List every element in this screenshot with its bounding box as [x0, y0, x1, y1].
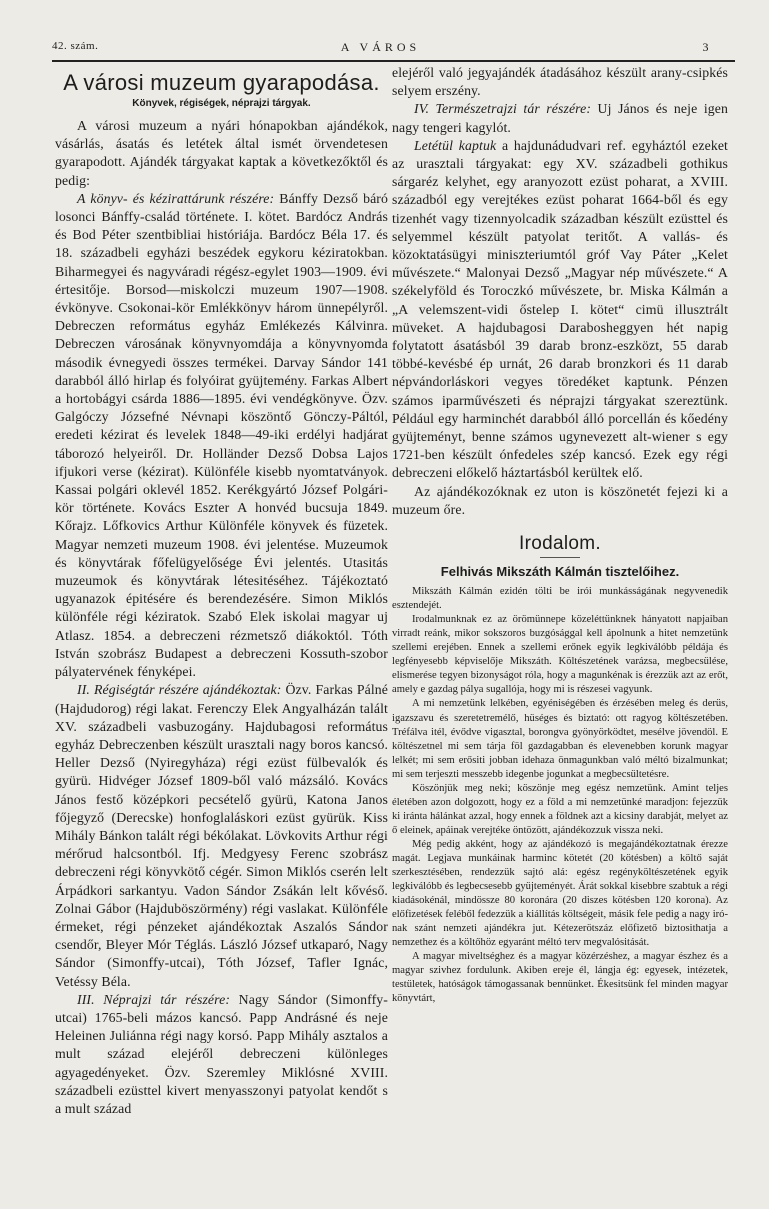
small-paragraph: Irodalmunknak ez az örömünnepe közeléttünknek hányatott napjaiban virradt reánk, mikor sokszoros buzgósággal kell ápolnunk a hitet nemzetünk szellemi erejében. Ennek a szellemi erőnek egyik legkiválóbb példája és legfényesebb képviselője Mikszáth. Költészetének varázsa, megbecsülése, elismerése tegyen bizonyságot róla, hogy a magunkénak is érezzük azt az erőt, amely e gazdag pálya sugallója, hogy mi is részesei vagyunk.: [392, 614, 728, 696]
page-number: 3: [702, 40, 709, 54]
small-paragraph: A magyar miveltséghez és a magyar közérzéshez, a magyar észhez és a magyar szivhez fordulunk. Akiben ereje él, lángja ég: egyesek, intézetek, testületek, hatóságok támogassanak bennünket. Ékesitsünk fel minden magyar könyvtárt,: [392, 951, 728, 1005]
paragraph: [55, 190, 388, 681]
section-title: Irodalom.: [519, 533, 601, 555]
paragraph: [392, 100, 728, 136]
page-header: [52, 40, 709, 58]
right-column: [392, 64, 728, 1006]
paragraph: [55, 991, 388, 1118]
left-column: [55, 64, 388, 1118]
article-heading: Felhivás Mikszáth Kálmán tisztelőihez.: [440, 564, 680, 580]
paragraph: [55, 681, 388, 990]
section-label: II. Régiségtár részére ajándékoztak:: [77, 682, 282, 698]
paragraph: elejéről való jegyajándék átadásához készült arany-csipkés selyem erszény.: [392, 65, 728, 99]
paragraph-text: Nagy Sándor (Simonffy-utcai) 1765-beli mázos kancsó. Papp Andrásné és neje Heleinen Juliánna régi nagy korsó. Papp Mihály asztalos a mult század elejéről debreczeni különleges agyagedényeket. Özv. Szeremley Miklósné XVIII. századbeli ezüsttel kivert menyasszonyi patyolat kendőt s a mult század: [55, 991, 388, 1116]
issue-number: 42. szám.: [52, 40, 99, 52]
section-label: A könyv- és kézirattárunk részére:: [77, 190, 275, 206]
section-label: Letétül kaptuk: [414, 137, 497, 153]
small-paragraph: Mikszáth Kálmán ezidén tölti be irói munkásságának negyvenedik esztendejét.: [392, 586, 728, 612]
paragraph-text: Uj János és neje igen nagy tengeri kagylót.: [392, 101, 728, 135]
paragraph-text: Bánffy Dezső báró losonci Bánffy-család története. I. kötet. Bardócz András és Bod Péter szentbibliai históriája. Bardócz Béla 17. és 18. századbeli egyházi beszédek egykoru kéziratokban. Biharmegyei és nagyváradi régész-egylet 1903—1909. évi értesitője. Borsod—miskolczi muzeum 1907—1908. évkönyve. Csokonai-kör Emlékkönyv három ünnepélyről. Debreczen református egyház Emlékezés Kálvinra. Debreczen városának könyvnyomdája a könyvnyomda második évnegyedi összes termékei. Darvay Sándor 141 darabból álló hirlap és folyóirat gyüjtemény. Farkas Albert a hortobágyi csárda 1886—1895. évi vendégkönyve. Özv. Galgóczy Józsefné Névnapi köszöntő Gönczy-Páltól, eredeti kézirat és levelek 1848—49-iki erdélyi hadjárat táborozó helyeiről. Dr. Holländer Dezső Dobsa Lajos ifjukori verse (kézirat). Különféle kisebb nyomtatványok. Kassai polgári oklevél 1852. Kerékgyártó József Polgári-kör története. Kovács Eszter A honvéd bucsuja 1849. Kőrajz. Lőfkovics Arthur Különféle könyvek és füzetek. Magyar nemzeti muzeum 1908. évi jelentése. Muzeumok és könyvtárak főfelügyelősége Évi jelentés. Utasitás muzeumok és könyvtárak létesitéséhez. Tájékoztató ugyanazok épitésére és berendezésére. Simon Miklós különféle régi kéziratok. Szabó Elek iskolai magyar uj Atlasz. 1854. a debreczeni rézmetsző diákoktól. Tóth István szobrász Budapest a debreczeni Kossuth-szobor pályatervének fényképei.: [55, 190, 388, 680]
section-label: III. Néprajzi tár részére:: [77, 991, 231, 1007]
header-rule: [52, 60, 735, 62]
small-paragraph: Köszönjük meg neki; köszönje meg egész nemzetünk. Amint teljes életében azon dolgozott, hogy ez a föld a mi nemzetünké maradjon: fejezzük ki iránta hálánkat azzal, hogy ennek a földnek azt a kicsiny darabját, melyet az ő eleinek, apáinak verejtéke öntözött, ajándékozzuk vissza neki.: [392, 782, 728, 836]
paragraph-text: a hajdunádudvari ref. egyháztól ezeket az urasztali tárgyakat: egy XV. századbeli gothikus sárgaréz kelyhet, egy aranyozott ezüst poharat, a XVIII. századból egy verejtékes ezüst poharat 1664-ből és egy tizenhét vagy tizennyolcadik században készült ezüsttel és selyemmel készült patyolat teritőt. A vallás- és közoktatásügyi miniszteriumtól gróf Vay Páter „Kelet művészete.“ Malonyai Dezső „Magyar nép művészete.“ A székelyföld és Toroczkó művészete, br. Miska Kálmán a „A velemszent-vidi őstelep I. kötet“ cimü illusztrált müveket. A hajdubagosi Darabosheggyen hét napig folytatott ásatásból 39 darab bronz-eszközt, 55 darab többé-kevésbé ép urnát, 26 darab bronzkori és 11 darab népvándorláskori vegyes töredéket kaptunk. Pénzen számos iparművészeti és néprajzi tárgyakat szereztünk. Például egy harminchét darabból álló porcellán és kőedény gyüjteményt, benne számos ugynevezett alt-wiener s egy 1721-ben készült ónfedeles szép kancsó. Ezek egy régi debreczeni előkelő háztartásból kerültek elő.: [392, 137, 728, 481]
paragraph: [392, 137, 728, 483]
section-label: IV. Természetrajzi tár részére:: [414, 101, 592, 117]
section-divider: [540, 557, 580, 558]
article-title: A városi muzeum gyarapodása.: [63, 70, 380, 95]
paragraph: Az ajándékozóknak ez uton is köszönetét fejezi ki a muzeum őre.: [392, 483, 728, 517]
paragraph: A városi muzeum a nyári hónapokban ajándékok, vásárlás, ásatás és letétek által ismét örvendetesen gyarapodott. Ajándék tárgyakat kaptak a következőktől és pedig:: [55, 118, 388, 188]
small-paragraph: Még pedig akként, hogy az ajándékozó is megajándékoztatnak érezze magát. Legjava munkáinak harminc kötetét (20 kötésben) a költő saját szerkesztésében, rendezzük sajtó alá: egész regényköltészetének egyik legkiválóbb és legbecsesebb gyüjteményét. Árát sokkal kisebbre szabtuk a régi kiadásokénál, mindössze 80 koronára (20 diszes kötésben 120 korona). Az előfizetések feléből fedezzük a kiállítás költségeit, másik fele pedig a nagy iró-nak szánt nemzeti ajándékra jut. Kétezerötszáz előfizető biztosithatja a nemzethez és a költőhöz egyaránt méltó terv megvalósitását.: [392, 838, 728, 949]
masthead: A VÁROS: [340, 40, 421, 54]
small-paragraph: A mi nemzetünk lelkében, egyéniségében és érzésében meleg és derüs, igazszavu és szeretetremélő, hüséges és biztató: ott ragyog költészetében. Tréfálva itél, évődve vigasztal, borongva gyönyörködtet, mesélve jövendöl. E költészetnel mi sem tárja föl gazdagabban és elevenebben korunk magyar lelkét; mi sem erősiti jobban idehaza önmagunkban való méltó bizalmunkat; mi sem terjeszti messzebb idegenbe jogunkat a megbecsültetésre.: [392, 698, 728, 780]
article-subtitle: Könyvek, régiségek, néprajzi tárgyak.: [132, 98, 311, 109]
paragraph-text: Özv. Farkas Pálné (Hajdudorog) régi lakat. Ferenczy Elek Angyalházán talált XV. századbeli vasbuzogány. Hajdubagosi református egyház Debreczenben készült urasztali nagy boros kancsó. Heller Dezső (Nyiregyháza) régi ezüst fülbevalók és gyürü. Hidvéger József 1809-ből való mázsáló. Kovács János festő középkori pecsételő gyürü, Katona Janos főjegyző (Derecske) honfoglaláskori ezüst gyürük. Kiss Mihály Bánkon talált régi békólakat. Lövkovits Arthur régi mérőrud halcsontból. Ifj. Medgyesy Ferenc szobrász debreczeni régi könyvkötő cégér. Simon Miklós cserén lelt Árpádkori sarkantyu. Vadon Sándor Zsákán lelt kővéső. Zolnai Gábor (Hajduböszörmény) régi vaslakat. Különféle érmeket, régi pénzeket ajándékoztak Aszalós Sándor csendőr, Bleyer Mór Téglás. László József utkaparó, Nagy Sándor (Simonffy-utcai), Tóth József, Tafler Ignác, Vetéssy Béla.: [55, 682, 388, 989]
